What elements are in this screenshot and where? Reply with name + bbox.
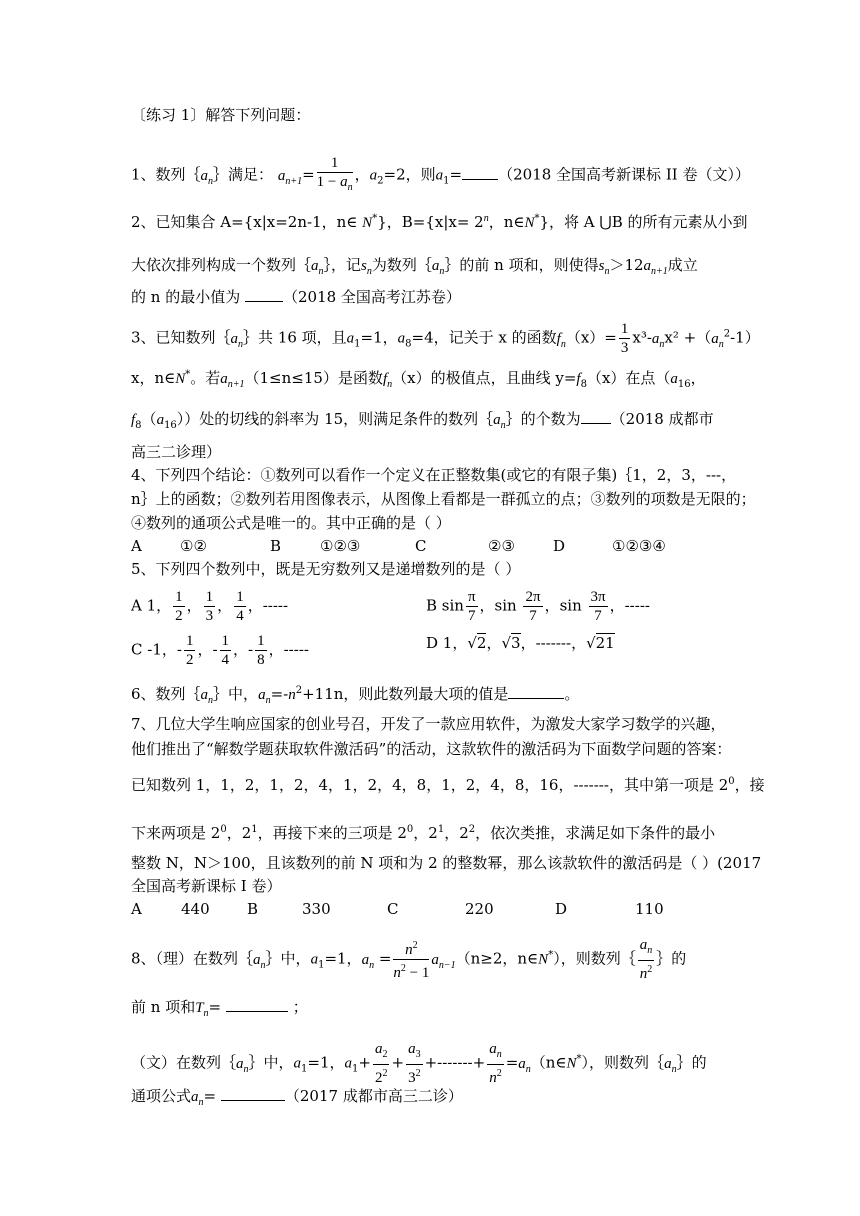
option-d-label: D (553, 537, 566, 555)
question-4-line-2: n｝上的函数；②数列若用图像表示，从图像上看都是一群孤立的点；③数列的项数是无限的； (131, 490, 756, 508)
question-7-line-3: 已知数列 1，1，2，1，2，4，1，2，4，8，1，2，4，8，16，-------，其中第一项是 $2^0$，接 (131, 776, 765, 794)
question-7-line-2: 他们推出了“解数学题获取软件激活码”的活动，这款软件的激活码为下面数学问题的答案： (131, 740, 732, 758)
option-d[interactable]: ①②③④ (612, 537, 666, 555)
option-c-label: C (415, 537, 427, 555)
question-7-line-5: 整数 N，N＞100，且该数列的前 N 项和为 2 的整数幂，那么该款软件的激活码是（ ）(2017 (131, 854, 762, 872)
question-2-line-2: 大依次排列构成一个数列$\{a_n\}$，记$s_n$为数列$\{a_n\}$的前 n 项和，则使得$s_n>12a_{n+1}$成立 (131, 256, 698, 277)
question-3-line-3: $f_8(a_{16})$）处的切线的斜率为 15，则满足条件的数列$\{a_n\}$的个数为 （2018 成都市 (131, 410, 714, 431)
option-d-label: D (555, 900, 568, 918)
option-b-label: B (270, 537, 282, 555)
option-d[interactable]: 110 (635, 900, 664, 918)
question-3: 3、已知数列$\{a_n\}$共 16 项，且$a_1=1$，$a_8=4$，记关于 x 的函数$f_n(x)=$ $\frac{1}{3}$ $x^3-a_nx^2 +(a_n^2-1)$ (131, 321, 760, 356)
question-7-line-6: 全国高考新课标 I 卷） (131, 877, 282, 895)
question-4: 4、下列四个结论：①数列可以看作一个定义在正整数集(或它的有限子集)｛1，2，3，---， (131, 466, 737, 484)
option-b[interactable]: 330 (302, 900, 331, 918)
option-a-label: A (131, 537, 142, 555)
question-5-option-c[interactable]: C -1，- $\frac{1}{2}$ ，- $\frac{1}{4}$ ，- $\frac{1}{8}$ ，----- (131, 633, 309, 668)
question-8-line-3: （文）在数列$\{a_n\}$中，$a_1=1$，$a_1+$ $\frac{a_2}{2^2}$ + $\frac{a_3}{3^2}$ +-------+ $\frac{a_n}{n^2}$ $=a_n(n\in N^*)$，则数列$\{a_n\}$的 (131, 1041, 707, 1086)
question-2: 2、已知集合 A={x|x=2n-1，n∈ N*}，$B=\{x|x= 2^n$，n∈N*}，将 A ⋃B 的所有元素从小到 (131, 213, 748, 231)
answer-blank[interactable] (226, 997, 288, 1012)
question-8: 8、（理）在数列$\{a_n\}$中，$a_1=1$，$a_n$ = $\frac{n^2}{n^2 - 1}$ $a_{n-1}(n\ge 2$，n∈N*），则数列｛ $\frac{a_n}{n^2}$ ｝的 (131, 937, 687, 982)
fraction: $\frac{1}{1 - a_n}$ (316, 155, 353, 193)
answer-blank[interactable] (462, 165, 498, 180)
answer-blank[interactable] (221, 1086, 285, 1101)
option-c[interactable]: 220 (465, 900, 494, 918)
question-8-line-2: 前 n 项和$T_n=$ ； (131, 998, 308, 1019)
question-3-line-2: x，n∈N*。若$a_{n+1}(1\le n\le 15)$是函数$f_n(x)$的极值点，且曲线 $y=f_8(x)$在点（$a_{16}$， (131, 369, 706, 390)
option-a-label: A (131, 900, 142, 918)
option-a[interactable]: 440 (181, 900, 210, 918)
question-3-line-4: 高三二诊理） (131, 443, 222, 461)
heading: 〔练习 1〕解答下列问题： (131, 106, 311, 124)
option-a[interactable]: ①② (180, 537, 207, 555)
question-5-option-a[interactable]: A 1， $\frac{1}{2}$ ， $\frac{1}{3}$ ， $\frac{1}{4}$ ，----- (131, 589, 289, 624)
question-5: 5、下列四个数列中，既是无穷数列又是递增数列的是（ ） (131, 560, 521, 578)
question-5-option-d[interactable]: D 1，√2，√3，-------，√21 (426, 634, 615, 652)
option-b[interactable]: ①②③ (320, 537, 361, 555)
question-8-line-4: 通项公式$a_n= (2017$ 成都市高三二诊） (131, 1087, 463, 1108)
question-6: 6、数列$\{a_n\}$中，$a_n=-n^2+11n$，则此数列最大项的值是 。 (131, 685, 580, 706)
answer-blank[interactable] (581, 409, 611, 424)
question-4-line-3: ④数列的通项公式是唯一的。其中正确的是（ ） (131, 514, 451, 532)
option-c-label: C (387, 900, 399, 918)
question-5-option-b[interactable]: B sin $\frac{\pi}{7}$ ，sin $\frac{2\pi}{7}$ ，sin $\frac{3\pi}{7}$ ，----- (426, 589, 650, 624)
answer-blank[interactable] (508, 684, 564, 699)
question-7: 7、几位大学生响应国家的创业号召，开发了一款应用软件，为激发大家学习数学的兴趣， (131, 715, 726, 733)
question-7-line-4: 下来两项是 $2^0$，$2^1$，再接下来的三项是 $2^0$，$2^1$，$2^2$，依次类推，求满足如下条件的最小 (131, 824, 716, 842)
question-2-line-3: 的 n 的最小值为 （2018 全国高考江苏卷） (131, 288, 461, 306)
option-b-label: B (247, 900, 259, 918)
question-1: 1、数列$\{a_n\}$满足： $a_{n+1}=$ $\frac{1}{1 - a_n}$ ，$a_2=2$，则$a_1= (2018$ 全国高考新课标 II 卷（文）） (131, 154, 750, 197)
answer-blank[interactable] (245, 287, 283, 302)
option-c[interactable]: ②③ (488, 537, 515, 555)
